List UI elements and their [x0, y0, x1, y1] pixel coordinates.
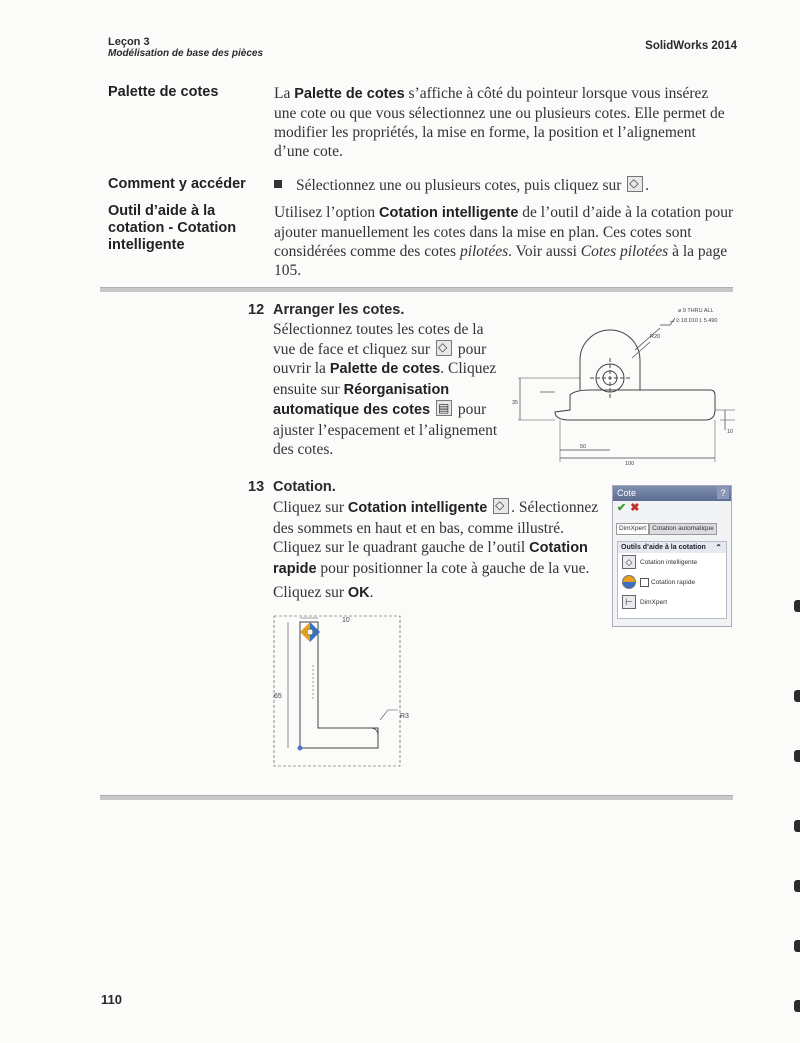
selected-vertex: [298, 746, 303, 751]
bold-term: Palette de cotes: [294, 86, 405, 102]
option-rapid-dimension[interactable]: [618, 573, 726, 593]
group-title[interactable]: [618, 542, 726, 553]
text: . Voir aussi: [508, 243, 581, 260]
text: Sélectionnez une ou plusieurs cotes, puis cliquez sur: [296, 177, 622, 194]
text: Sélectionnez toutes les cotes de la vue de face et cliquez sur: [273, 321, 484, 358]
dim-10: 10: [727, 429, 734, 435]
binding-hole: [794, 940, 800, 952]
divider: [100, 795, 733, 800]
section-heading-smart-dimension: [108, 203, 236, 254]
radius-label: R3: [400, 713, 409, 720]
text: pour ajuster l’espacement et l’alignement des cotes.: [273, 401, 498, 458]
view-boundary: [274, 616, 400, 766]
callout-counterbore: ⌴ ⌀ 18.010 ↧ 5.490: [670, 318, 718, 324]
option-label: DimXpert: [640, 599, 668, 606]
bold-term: Palette de cotes: [329, 361, 441, 377]
text: pour ouvrir la: [273, 340, 487, 377]
bold-term: Cotation rapide: [273, 540, 588, 577]
product-name: SolidWorks 2014: [645, 40, 737, 52]
step-text: [273, 498, 603, 579]
text: s’affiche à côté du pointeur lorsque vous insérez une cote ou que vous sélectionnez une ou plusieurs cotes. Elle permet de modifier les propriétés, la mise en forme, la position et l’alignement d’une cote.: [274, 85, 725, 160]
section-text-palette: [274, 84, 734, 161]
page-number: 110: [101, 992, 122, 1007]
step-ok-line: [273, 583, 374, 604]
step-number: 12: [248, 302, 265, 318]
text: pour positionner la cote à gauche de la vue.: [316, 559, 590, 577]
dim-100: 100: [625, 461, 635, 467]
radius-label: R20: [650, 334, 661, 340]
check-icon[interactable]: ✔: [617, 502, 627, 514]
heading-line: cotation - Cotation: [108, 220, 237, 236]
dim-10: 10: [342, 617, 350, 624]
text: Cliquez sur: [273, 499, 348, 516]
dimension-palette-icon: [436, 340, 452, 356]
l-profile: [300, 622, 378, 748]
italic-term: Cotes pilotées: [580, 243, 669, 260]
bullet-icon: [274, 180, 282, 188]
section-heading-palette: Palette de cotes: [108, 84, 219, 100]
italic-term: pilotées: [459, 243, 509, 260]
divider: [100, 287, 733, 292]
binding-hole: [794, 880, 800, 892]
step-title: Arranger les cotes.: [273, 302, 405, 318]
base-outline: [555, 390, 715, 420]
smart-dimension-icon: ◇: [622, 555, 636, 569]
binding-hole: [794, 750, 800, 762]
panel-actions: [613, 501, 731, 515]
fillet: [370, 728, 378, 736]
step-title: Cotation.: [273, 479, 336, 495]
heading-line: intelligente: [108, 237, 185, 253]
lesson-label: Leçon 3: [108, 36, 150, 48]
group-title-text: Outils d’aide à la cotation: [621, 544, 706, 551]
tool-center: [307, 629, 313, 635]
leader-line: [380, 710, 398, 720]
section-heading-access: Comment y accéder: [108, 176, 246, 192]
help-icon[interactable]: ?: [717, 487, 729, 499]
text: . Cliquez ensuite sur: [273, 360, 497, 398]
text: .: [645, 177, 650, 194]
dim-35: 35: [512, 400, 519, 406]
l-profile-drawing: [268, 610, 418, 775]
option-dimxpert[interactable]: [618, 593, 726, 613]
dimension-tools-group: [617, 541, 727, 619]
checkbox[interactable]: [640, 578, 649, 587]
step-text: [273, 320, 505, 460]
bold-term: Cotation intelligente: [379, 205, 519, 221]
dim-65: 65: [274, 693, 282, 700]
auto-arrange-icon: [436, 400, 452, 416]
callout-thru-all: ⌀ 9 THRU ALL: [678, 308, 714, 314]
binding-hole: [794, 1000, 800, 1012]
page-header-left: [108, 36, 263, 60]
cross-icon[interactable]: ✖: [630, 502, 640, 514]
panel-title-text: Cote: [617, 488, 637, 498]
rapid-dimension-icon: [622, 575, 636, 589]
bold-term: Cotation intelligente: [347, 500, 488, 516]
heading-line: Outil d’aide à la: [108, 203, 216, 219]
panel-title: [613, 486, 731, 501]
section-text-access: [274, 176, 734, 195]
section-text-smart-dimension: [274, 203, 734, 280]
chevron-up-icon[interactable]: ⌃: [715, 543, 722, 552]
tab-auto-dimension[interactable]: Cotation automatique: [649, 523, 717, 535]
binding-hole: [794, 600, 800, 612]
lesson-subtitle: Modélisation de base des pièces: [108, 48, 264, 59]
text: Utilisez l’option: [274, 204, 380, 221]
smart-dimension-icon: [493, 498, 509, 514]
text: .: [369, 584, 374, 601]
option-label: Cotation rapide: [651, 579, 696, 586]
option-smart-dimension[interactable]: [618, 553, 726, 573]
bold-term: OK: [347, 585, 370, 601]
text: à la page 105.: [274, 243, 728, 279]
dim-50: 50: [580, 444, 587, 450]
tab-dimxpert[interactable]: DimXpert: [616, 523, 649, 535]
panel-tabs: [613, 523, 731, 535]
binding-hole: [794, 690, 800, 702]
option-label: Cotation intelligente: [640, 559, 698, 566]
step-number: 13: [248, 479, 265, 495]
dimension-property-panel: [612, 485, 732, 627]
bold-term: Réorganisation automatique des cotes: [273, 381, 450, 418]
dimxpert-icon: ⊢: [622, 595, 636, 609]
text: La: [274, 85, 295, 102]
text: . Sélectionnez des sommets en haut et en bas, comme illustré. Cliquez sur le quadrant gauche de l’outil: [273, 499, 599, 556]
binding-hole: [794, 820, 800, 832]
dimension-palette-icon: [627, 176, 643, 192]
drawing-view: [510, 300, 740, 470]
text: Cliquez sur: [273, 584, 348, 601]
text: de l’outil d’aide à la cotation pour ajouter manuellement les cotes dans la mise en plan. Ces cotes sont considérées comme des cotes: [274, 204, 734, 260]
rapid-dimension-tool[interactable]: [298, 622, 321, 751]
